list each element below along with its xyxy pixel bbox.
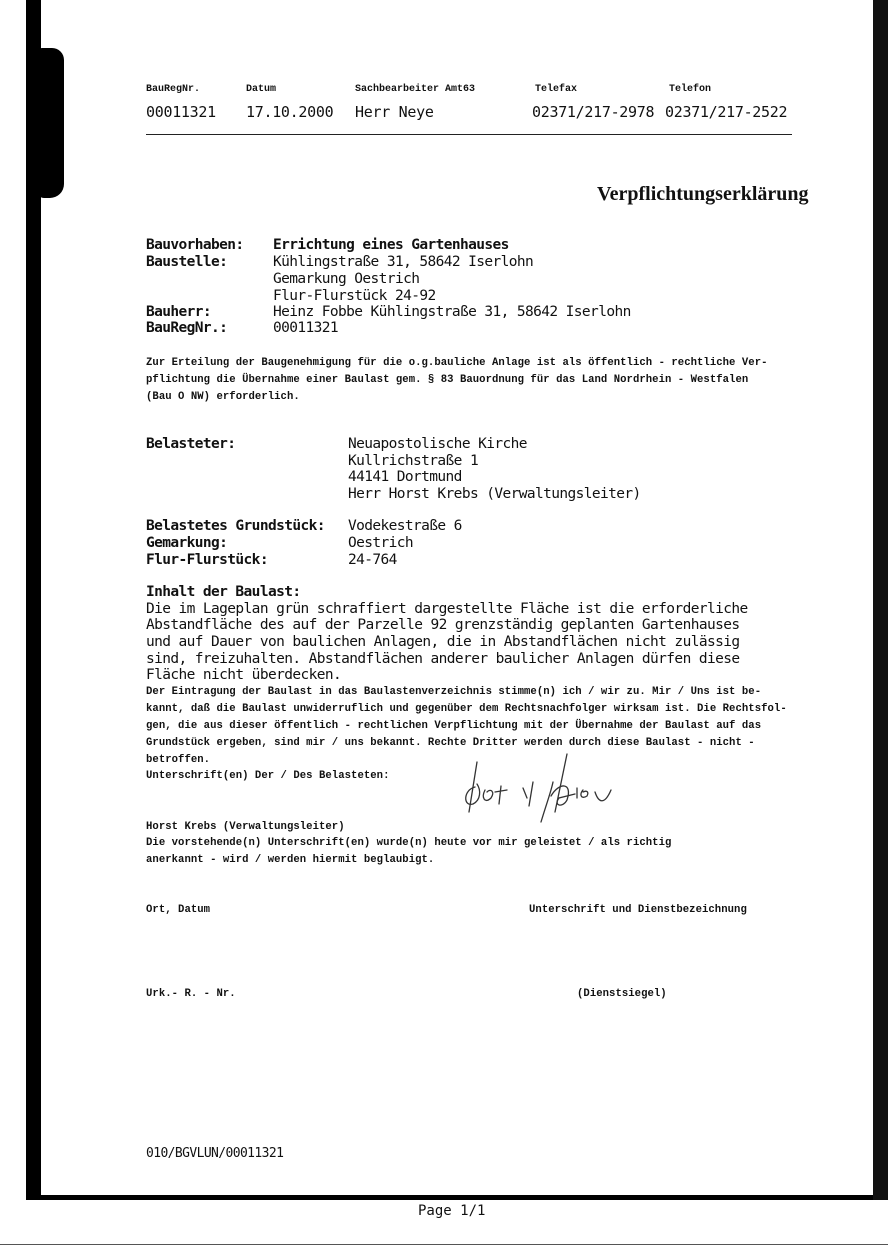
label-belastetes-grundstueck: Belastetes Grundstück: [146,518,325,534]
consent-line: Grundstück ergeben, sind mir / uns bekannt. Rechte Dritter werden durch diese Baulast - nicht - [146,737,755,749]
belasteter-line: Kullrichstraße 1 [348,453,479,469]
inhalt-line: sind, freizuhalten. Abstandflächen anderer baulicher Anlagen dürfen diese [146,651,740,667]
header-value-sachbearbeiter: Herr Neye [355,103,434,121]
belasteter-line: 44141 Dortmund [348,469,462,485]
label-bauregnr: BauRegNr.: [146,320,228,336]
label-flur-flurstueck: Flur-Flurstück: [146,552,268,568]
consent-line: betroffen. [146,754,211,766]
header-rule [146,134,792,135]
scan-border-bottom [26,1195,888,1200]
value-grundstueck: Vodekestraße 6 [348,518,462,534]
ort-datum-label: Ort, Datum [146,904,211,916]
inhalt-line: Fläche nicht überdecken. [146,667,342,683]
value-bauregnr: 00011321 [273,320,339,336]
value-baustelle-line: Kühlingstraße 31, 58642 Iserlohn [273,254,534,270]
label-belasteter: Belasteter: [146,436,236,452]
header-value-datum: 17.10.2000 [246,103,334,121]
scan-border-right [873,0,888,1200]
reference-code: 010/BGVLUN/00011321 [146,1146,284,1161]
header-label-telefax: Telefax [535,84,578,95]
header-label-telefon: Telefon [669,84,712,95]
intro-line: pflichtung die Übernahme einer Baulast gem. § 83 Bauordnung für das Land Nordrhein - Westfalen [146,374,749,386]
scan-blob [38,48,64,198]
label-bauherr: Bauherr: [146,304,212,320]
value-flurstueck: 24-764 [348,552,397,568]
inhalt-line: und auf Dauer von baulichen Anlagen, die in Abstandflächen nicht zulässig [146,634,740,650]
intro-line: Zur Erteilung der Baugenehmigung für die o.g.bauliche Anlage ist als öffentlich - rechtliche Ver- [146,357,768,369]
value-bauvorhaben: Errichtung eines Gartenhauses [273,237,509,253]
header-label-bauregnr: BauRegNr. [146,84,201,95]
value-bauherr: Heinz Fobbe Kühlingstraße 31, 58642 Iserlohn [273,304,631,320]
certify-line: Die vorstehende(n) Unterschrift(en) wurde(n) heute vor mir geleistet / als richtig [146,837,672,849]
signer-name: Horst Krebs (Verwaltungsleiter) [146,821,345,833]
belasteter-line: Herr Horst Krebs (Verwaltungsleiter) [348,486,641,502]
certify-line: anerkannt - wird / werden hiermit beglaubigt. [146,854,435,866]
consent-line: gen, die aus dieser öffentlich - rechtlichen Verpflichtung mit der Übernahme der Baulast auf das [146,720,762,732]
header-label-datum: Datum [246,84,277,95]
header-value-telefon: 02371/217-2522 [665,103,788,121]
label-baustelle: Baustelle: [146,254,228,270]
value-baustelle-line: Flur-Flurstück 24-92 [273,288,436,304]
header-value-telefax: 02371/217-2978 [532,103,655,121]
consent-line: kannt, daß die Baulast unwiderruflich und gegenüber dem Rechtsnachfolger wirksam ist. Die Rechtsfol- [146,703,787,715]
inhalt-line: Die im Lageplan grün schraffiert dargestellte Fläche ist die erforderliche [146,601,748,617]
header-value-bauregnr: 00011321 [146,103,216,121]
page-number: Page 1/1 [418,1203,486,1219]
handwritten-signature [455,752,645,832]
unterschrift-dienst-label: Unterschrift und Dienstbezeichnung [529,904,747,916]
consent-line: Der Eintragung der Baulast in das Baulastenverzeichnis stimme(n) ich / wir zu. Mir / Uns ist be- [146,686,762,698]
document-title: Verpflichtungserklärung [597,183,809,205]
belasteter-line: Neuapostolische Kirche [348,436,527,452]
page-bottom-line [0,1244,888,1245]
label-inhalt: Inhalt der Baulast: [146,584,301,600]
value-gemarkung: Oestrich [348,535,414,551]
inhalt-line: Abstandfläche des auf der Parzelle 92 grenzständig geplanten Gartenhauses [146,617,740,633]
label-gemarkung: Gemarkung: [146,535,228,551]
intro-line: (Bau O NW) erforderlich. [146,391,300,403]
header-label-sachbearbeiter: Sachbearbeiter Amt63 [355,84,476,95]
dienstsiegel-label: (Dienstsiegel) [577,988,667,1000]
value-baustelle-line: Gemarkung Oestrich [273,271,420,287]
signature-label: Unterschrift(en) Der / Des Belasteten: [146,770,390,782]
label-bauvorhaben: Bauvorhaben: [146,237,244,253]
urk-label: Urk.- R. - Nr. [146,988,236,1000]
